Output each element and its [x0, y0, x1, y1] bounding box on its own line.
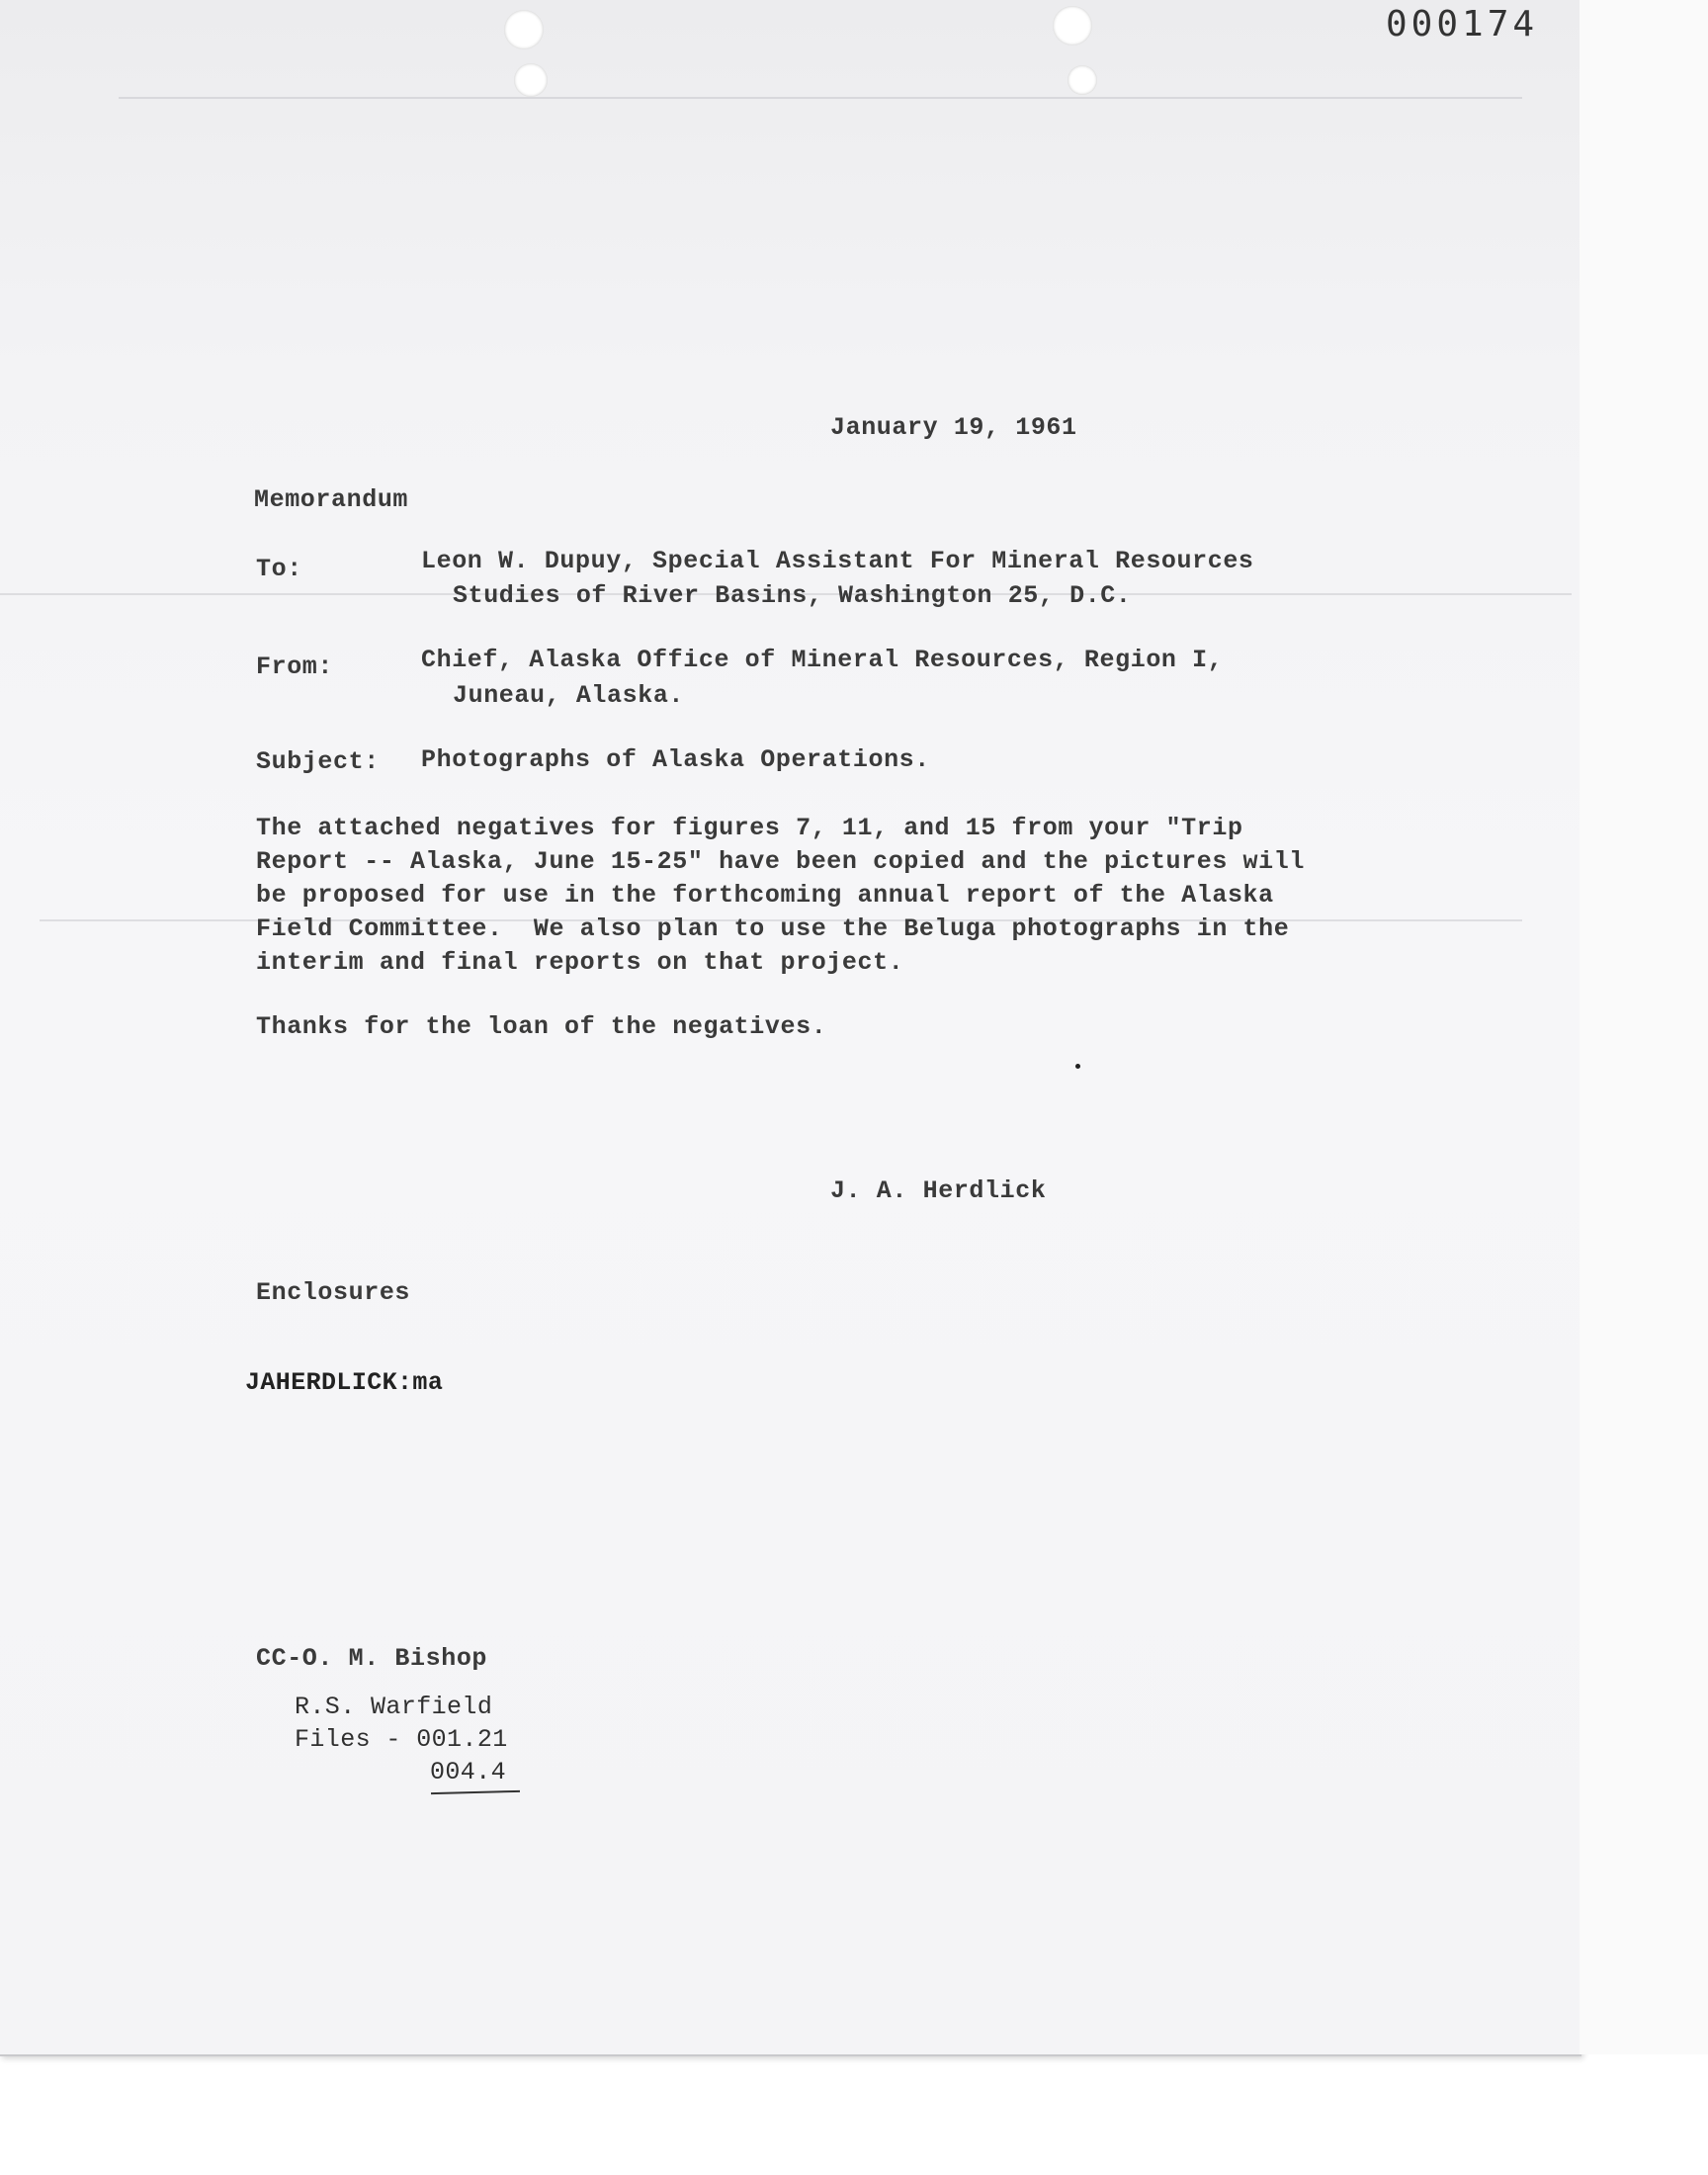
punch-hole [1053, 6, 1092, 45]
body-line-4: Field Committee. We also plan to use the Beluga photographs in the [256, 914, 1290, 943]
ink-speck [1075, 1064, 1080, 1069]
cc-line-2: R.S. Warfield [295, 1693, 493, 1721]
cc-line-3: Files - 001.21 [295, 1725, 508, 1754]
body-line-2: Report -- Alaska, June 15-25" have been copied and the pictures will [256, 847, 1305, 876]
from-line-1: Chief, Alaska Office of Mineral Resources, Region I, [421, 646, 1224, 674]
body-line-5: interim and final reports on that project. [256, 948, 904, 977]
reference-initials: JAHERDLICK:ma [245, 1368, 444, 1397]
to-label: To: [256, 555, 302, 583]
subject-label: Subject: [256, 747, 380, 776]
cc-line-4: 004.4 [430, 1758, 507, 1786]
memo-date: January 19, 1961 [830, 413, 1077, 442]
cc-line-1: CC-O. M. Bishop [256, 1644, 488, 1673]
enclosures-line: Enclosures [256, 1278, 411, 1307]
to-line-2: Studies of River Basins, Washington 25, D.C. [453, 581, 1132, 610]
body-line-1: The attached negatives for figures 7, 11, and 15 from your "Trip [256, 814, 1243, 842]
punch-hole [504, 10, 544, 49]
paper-crease [119, 97, 1522, 99]
body-line-3: be proposed for use in the forthcoming annual report of the Alaska [256, 881, 1274, 910]
to-line-1: Leon W. Dupuy, Special Assistant For Mineral Resources [421, 547, 1254, 575]
punch-hole [514, 63, 548, 97]
scan-margin [1580, 0, 1708, 2054]
subject-text: Photographs of Alaska Operations. [421, 745, 930, 774]
punch-hole [1068, 65, 1097, 95]
page-stamp-number: 000174 [1386, 4, 1539, 44]
signature-name: J. A. Herdlick [830, 1176, 1047, 1205]
memo-type: Memorandum [254, 485, 409, 514]
thanks-line: Thanks for the loan of the negatives. [256, 1012, 827, 1041]
from-label: From: [256, 652, 334, 681]
from-line-2: Juneau, Alaska. [453, 681, 685, 710]
